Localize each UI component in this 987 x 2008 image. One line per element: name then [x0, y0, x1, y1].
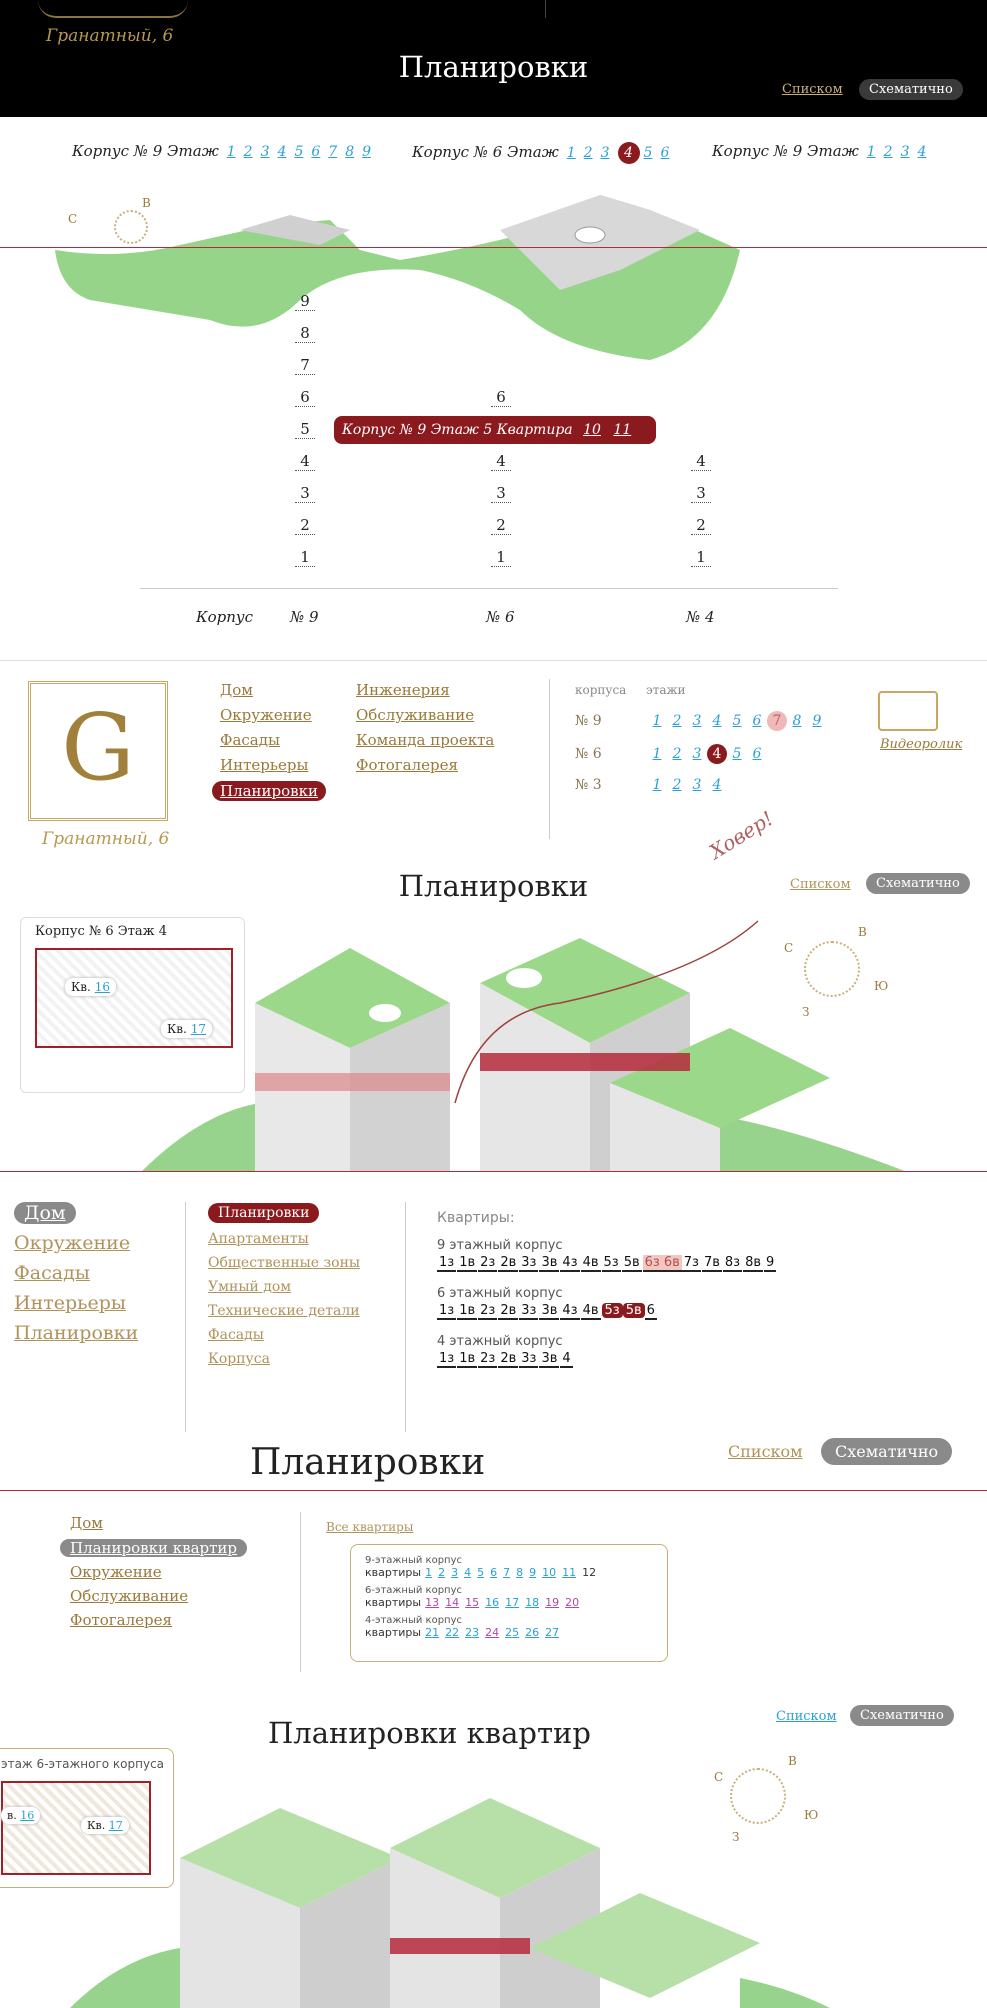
nav-sub-1[interactable]: Апартаменты [208, 1231, 309, 1247]
apartments-heading: Квартиры: [437, 1210, 515, 1226]
bottom-label: Корпус [196, 608, 254, 626]
apt-16-link[interactable]: 16 [94, 980, 110, 994]
apartment-link-2з[interactable]: 2з [480, 1255, 496, 1270]
building-group-6 [412, 142, 677, 164]
nav-item-r2[interactable]: Команда проекта [356, 731, 495, 749]
apartment-link-7в[interactable]: 7в [703, 1255, 720, 1270]
handwritten-annotation: Ховер! [705, 806, 778, 864]
apartment-link-6в[interactable]: 6в [663, 1255, 680, 1270]
compass-e: В [142, 196, 151, 210]
apartment-link-18[interactable]: 18 [525, 1596, 540, 1609]
floor-link-3[interactable]: 3 [692, 777, 702, 793]
floor-link-2[interactable]: 2 [243, 144, 253, 160]
apartment-link-5з[interactable]: 5з [603, 1255, 619, 1270]
compass-n: С [784, 941, 794, 955]
floor-link-1[interactable]: 1 [566, 145, 576, 161]
nav-mid [208, 1202, 360, 1375]
row-label: № 6 [575, 746, 602, 762]
floor-number-2[interactable]: 2 [691, 516, 711, 535]
nav-item-0[interactable]: Дом [70, 1514, 103, 1532]
floor-link-4[interactable]: 4 [712, 713, 722, 729]
page-title: Планировки [398, 50, 589, 84]
group-label: Корпус № 9 Этаж [72, 142, 219, 160]
nav-item-0[interactable]: Дом [14, 1202, 76, 1224]
group-items [437, 1255, 777, 1272]
all-apartments-link[interactable]: Все квартиры [326, 1520, 414, 1534]
floor-highlight [390, 1938, 530, 1954]
building-roof-illustration [0, 190, 987, 390]
floor-number-9[interactable]: 9 [295, 292, 315, 311]
floor-number-6[interactable]: 6 [295, 388, 315, 407]
minimap-title: Корпус № 6 Этаж 4 [35, 924, 168, 939]
floor-number-6[interactable]: 6 [491, 388, 511, 407]
floor-link-6[interactable]: 6 [660, 145, 670, 161]
floor-link-9[interactable]: 9 [812, 713, 822, 729]
view-list-link[interactable]: Списком [782, 82, 843, 97]
nav-item-1[interactable]: Окружение [220, 706, 312, 724]
group-label: Корпус № 9 Этаж [712, 142, 859, 160]
floor-link-5[interactable]: 5 [294, 144, 304, 160]
floor-link-8[interactable]: 8 [792, 713, 802, 729]
floor-number-5[interactable]: 5 [295, 420, 315, 439]
apartment-link-4в[interactable]: 4в [582, 1303, 599, 1318]
group-label: 9 этажный корпус [437, 1238, 563, 1253]
floor-link-1[interactable]: 1 [866, 144, 876, 160]
apt-17-link[interactable]: 17 [108, 1819, 123, 1832]
block-line [365, 1596, 602, 1609]
video-label[interactable]: Видеоролик [880, 737, 963, 752]
apartment-link-3в[interactable]: 3в [541, 1255, 558, 1270]
apartment-link-6з[interactable]: 6з [644, 1255, 660, 1270]
floor-link-3[interactable]: 3 [900, 144, 910, 160]
floor-number-8[interactable]: 8 [295, 324, 315, 343]
apartment-link-2з[interactable]: 2з [480, 1351, 496, 1366]
nav-right [356, 681, 494, 781]
page-title: Планировки [250, 1442, 486, 1483]
floor-link-5[interactable]: 5 [732, 713, 742, 729]
apartment-link-14[interactable]: 14 [445, 1596, 460, 1609]
page-title: Планировки квартир [268, 1716, 591, 1750]
floor-link-5[interactable]: 5 [643, 145, 653, 161]
floor-link-2[interactable]: 2 [672, 777, 682, 793]
floor-number-4[interactable]: 4 [691, 452, 711, 471]
floor-column-4 [691, 452, 713, 602]
floor-highlight-mid [480, 1053, 690, 1071]
nav-item-3[interactable]: Интерьеры [14, 1292, 127, 1314]
floor-link-2[interactable]: 2 [672, 713, 682, 729]
floor-link-6[interactable]: 6 [752, 746, 762, 762]
apartment-link-1в[interactable]: 1в [459, 1351, 476, 1366]
bottom-num-4[interactable]: № 4 [686, 608, 715, 626]
floor-row-2 [575, 777, 827, 810]
apartment-link-2з[interactable]: 2з [480, 1303, 496, 1318]
apartment-link-12[interactable]: 12 [582, 1566, 597, 1579]
floor-link-4[interactable]: 4 [917, 144, 927, 160]
apartment-link-16[interactable]: 16 [485, 1596, 500, 1609]
apartment-group-1 [437, 1286, 777, 1320]
block-line [365, 1626, 602, 1639]
header-divider [545, 0, 546, 18]
nav-left [70, 1514, 247, 1635]
floor-number-2[interactable]: 2 [491, 516, 511, 535]
apartment-link-22[interactable]: 22 [445, 1626, 460, 1639]
floor-link-2[interactable]: 2 [883, 144, 893, 160]
apartment-link-3в[interactable]: 3в [541, 1351, 558, 1366]
nav-sub-3[interactable]: Умный дом [208, 1279, 292, 1295]
nav-item-r0[interactable]: Инженерия [356, 681, 450, 699]
floor-link-8[interactable]: 8 [345, 144, 355, 160]
floor-number-1[interactable]: 1 [691, 548, 711, 567]
apartment-link-2[interactable]: 2 [438, 1566, 446, 1579]
floor-link-3[interactable]: 3 [692, 746, 702, 762]
video-button[interactable] [878, 691, 938, 731]
apartments-groups [437, 1238, 777, 1382]
apt-16-label: в. [7, 1809, 17, 1822]
apartment-link-9[interactable]: 9 [529, 1566, 537, 1579]
logo-ornament [38, 0, 188, 18]
nav-divider [300, 1512, 301, 1672]
nav-item-2[interactable]: Окружение [70, 1563, 162, 1581]
logo-block [28, 681, 168, 821]
apartment-link-27[interactable]: 27 [545, 1626, 560, 1639]
floor-link-4[interactable]: 4 [618, 142, 640, 164]
apartment-link-1з[interactable]: 1з [439, 1255, 455, 1270]
floor-link-1[interactable]: 1 [652, 713, 662, 729]
floor-highlight-left [255, 1073, 450, 1091]
apartment-link-1[interactable]: 1 [425, 1566, 433, 1579]
nav-divider [549, 679, 550, 839]
block-title: 9-этажный корпус [365, 1555, 462, 1566]
nav-item-4[interactable]: Фотогалерея [70, 1611, 172, 1629]
apartment-link-13[interactable]: 13 [425, 1596, 440, 1609]
block-label: квартиры [365, 1596, 422, 1609]
block-label: квартиры [365, 1626, 422, 1639]
apartment-link-2в[interactable]: 2в [500, 1255, 517, 1270]
floor-link-3[interactable]: 3 [600, 145, 610, 161]
row-label: № 3 [575, 777, 602, 793]
nav-sub-6[interactable]: Корпуса [208, 1351, 270, 1367]
floor-number-1[interactable]: 1 [295, 548, 315, 567]
roof-circle [575, 227, 605, 243]
floor-number-3[interactable]: 3 [491, 484, 511, 503]
apartment-link-8з[interactable]: 8з [724, 1255, 741, 1270]
floor-link-4[interactable]: 4 [277, 144, 287, 160]
floor-table [575, 711, 827, 810]
baseline [140, 588, 838, 589]
apartment-link-11[interactable]: 11 [562, 1566, 577, 1579]
compass-w: З [732, 1830, 740, 1844]
floor-link-6[interactable]: 6 [311, 144, 321, 160]
floor-number-4[interactable]: 4 [295, 452, 315, 471]
apartment-group-0 [437, 1238, 777, 1272]
head-floors: этажи [646, 683, 686, 697]
row-label: № 9 [575, 713, 602, 729]
compass-s: Ю [804, 1808, 819, 1822]
apartment-link-24[interactable]: 24 [485, 1626, 500, 1639]
nav-item-1[interactable]: Окружение [14, 1232, 131, 1254]
apt-17-link[interactable]: 17 [190, 1022, 206, 1036]
apartment-link-9[interactable]: 9 [766, 1255, 775, 1270]
nav-left [220, 681, 326, 808]
block-title: 4-этажный корпус [365, 1615, 462, 1626]
apartment-link-25[interactable]: 25 [505, 1626, 520, 1639]
group-label: Корпус № 6 Этаж [412, 143, 559, 161]
nav-item-4[interactable]: Планировки [14, 1322, 139, 1344]
apartment-link-6[interactable]: 6 [490, 1566, 498, 1579]
floor-column-9 [295, 292, 317, 572]
nav-item-r3[interactable]: Фотогалерея [356, 756, 458, 774]
view-schematic-pill[interactable]: Схематично [821, 1438, 952, 1465]
apartment-link-21[interactable]: 21 [425, 1626, 440, 1639]
apartment-link-1в[interactable]: 1в [459, 1255, 476, 1270]
floor-link-2[interactable]: 2 [672, 746, 682, 762]
block-title: 6-этажный корпус [365, 1585, 462, 1596]
apartment-link-6[interactable]: 6 [646, 1303, 655, 1318]
apartment-link-10[interactable]: 10 [542, 1566, 557, 1579]
view-schematic-pill[interactable]: Схематично [866, 873, 970, 894]
view-list-link[interactable]: Списком [790, 877, 851, 892]
apartment-link-4з[interactable]: 4з [562, 1303, 578, 1318]
nav-item-2[interactable]: Фасады [220, 731, 280, 749]
nav-item-3[interactable]: Интерьеры [220, 756, 309, 774]
section-variant-4 [0, 1492, 987, 2008]
compass-n: С [68, 212, 78, 226]
apt-16-label: Кв. [71, 980, 91, 994]
apartment-link-8[interactable]: 8 [516, 1566, 524, 1579]
floor-link-6[interactable]: 6 [752, 713, 762, 729]
floor-link-1[interactable]: 1 [652, 777, 662, 793]
apartment-link-1з[interactable]: 1з [439, 1351, 455, 1366]
apartment-link-26[interactable]: 26 [525, 1626, 540, 1639]
floor-link-3[interactable]: 3 [692, 713, 702, 729]
floor-link-7[interactable]: 7 [328, 144, 338, 160]
floor-link-5[interactable]: 5 [732, 746, 742, 762]
building-isometric [0, 913, 987, 1172]
floor-number-2[interactable]: 2 [295, 516, 315, 535]
apartment-link-15[interactable]: 15 [465, 1596, 480, 1609]
floor-link-9[interactable]: 9 [362, 144, 372, 160]
compass-e: В [858, 925, 867, 939]
apartment-link-4[interactable]: 4 [562, 1351, 571, 1366]
view-schematic-pill[interactable]: Схематично [859, 79, 963, 100]
floor-row-1 [575, 744, 827, 777]
nav-divider-b [405, 1202, 406, 1432]
page-title: Планировки [398, 869, 589, 903]
floor-link-1[interactable]: 1 [652, 746, 662, 762]
view-list-link[interactable]: Списком [776, 1709, 837, 1724]
compass-w: З [802, 1005, 810, 1019]
group-items [437, 1303, 777, 1320]
tooltip-apt-10[interactable]: 10 [583, 422, 601, 438]
apartment-link-5в[interactable]: 5в [623, 1303, 645, 1318]
block-label: квартиры [365, 1566, 422, 1579]
bottom-num-6[interactable]: № 6 [486, 608, 515, 626]
section-variant-3 [0, 1172, 987, 1492]
apartment-link-5[interactable]: 5 [477, 1566, 485, 1579]
apt-17-label: Кв. [87, 1819, 106, 1832]
apartment-link-19[interactable]: 19 [545, 1596, 560, 1609]
apartment-link-4з[interactable]: 4з [562, 1255, 578, 1270]
nav-divider-a [185, 1202, 186, 1432]
apartment-link-2в[interactable]: 2в [500, 1303, 517, 1318]
apartment-link-3[interactable]: 3 [451, 1566, 459, 1579]
apartment-link-1з[interactable]: 1з [439, 1303, 455, 1318]
apartment-link-5з[interactable]: 5з [602, 1303, 623, 1318]
floor-link-1[interactable]: 1 [226, 144, 236, 160]
apartment-link-23[interactable]: 23 [465, 1626, 480, 1639]
header-bar [0, 0, 987, 117]
floor-link-3[interactable]: 3 [260, 144, 270, 160]
apartment-link-8в[interactable]: 8в [745, 1255, 761, 1270]
separator-line-1 [0, 247, 987, 248]
group-label: 4 этажный корпус [437, 1334, 563, 1349]
apartments-box [350, 1544, 668, 1662]
logo-text: Гранатный, 6 [46, 26, 174, 46]
apartment-link-4[interactable]: 4 [464, 1566, 472, 1579]
apartment-block-1 [365, 1585, 602, 1609]
floor-number-7[interactable]: 7 [295, 356, 315, 375]
block-line [365, 1566, 602, 1579]
nav-item-2[interactable]: Фасады [14, 1262, 90, 1284]
apartment-link-3з[interactable]: 3з [521, 1303, 537, 1318]
floor-link-4[interactable]: 4 [712, 777, 722, 793]
building-group-9b [712, 142, 934, 160]
apartment-link-7з[interactable]: 7з [683, 1255, 699, 1270]
floor-number-4[interactable]: 4 [491, 452, 511, 471]
nav-item-0[interactable]: Дом [220, 681, 253, 699]
building-isometric [0, 1788, 987, 2008]
minimap-title: этаж 6-этажного корпуса [1, 1757, 165, 1771]
separator-line-3 [0, 1490, 987, 1491]
head-buildings: корпуса [575, 683, 627, 697]
floor-link-4[interactable]: 4 [707, 744, 727, 764]
floor-selector-row [0, 142, 987, 166]
nav-item-4[interactable]: Планировки [212, 781, 326, 801]
nav-sub-5[interactable]: Фасады [208, 1327, 264, 1343]
nav-left [14, 1202, 138, 1352]
nav-item-1[interactable]: Планировки квартир [60, 1539, 247, 1557]
nav-item-r1[interactable]: Обслуживание [356, 706, 475, 724]
section-variant-1 [0, 0, 987, 660]
floor-link-2[interactable]: 2 [583, 145, 593, 161]
view-list-link[interactable]: Списком [728, 1442, 803, 1461]
apartment-link-1в[interactable]: 1в [459, 1303, 476, 1318]
apartment-link-4в[interactable]: 4в [582, 1255, 599, 1270]
nav-sub-0[interactable]: Планировки [208, 1203, 319, 1223]
apartment-link-20[interactable]: 20 [565, 1596, 580, 1609]
nav-item-3[interactable]: Обслуживание [70, 1587, 189, 1605]
apartment-block-2 [365, 1615, 602, 1639]
apartment-link-17[interactable]: 17 [505, 1596, 520, 1609]
floor-number-3[interactable]: 3 [295, 484, 315, 503]
compass-s: Ю [874, 979, 889, 993]
apartment-link-2в[interactable]: 2в [500, 1351, 517, 1366]
view-schematic-pill[interactable]: Схематично [850, 1705, 954, 1726]
tooltip-text: Корпус № 9 Этаж 5 Квартира [342, 422, 573, 438]
bottom-num-9[interactable]: № 9 [290, 608, 319, 626]
building-group-9 [72, 142, 379, 160]
floor-tooltip [334, 416, 656, 444]
apartment-link-5в[interactable]: 5в [623, 1255, 640, 1270]
apartment-group-2 [437, 1334, 777, 1368]
floor-link-7[interactable]: 7 [767, 711, 787, 731]
floor-row-0 [575, 711, 827, 744]
tooltip-apt-11[interactable]: 11 [613, 422, 632, 438]
apartment-link-3в[interactable]: 3в [541, 1303, 558, 1318]
apartment-link-7[interactable]: 7 [503, 1566, 511, 1579]
compass-n: С [714, 1770, 724, 1784]
group-label: 6 этажный корпус [437, 1286, 563, 1301]
floor-number-3[interactable]: 3 [691, 484, 711, 503]
apartment-link-3з[interactable]: 3з [521, 1351, 537, 1366]
logo-letter: G [61, 694, 135, 801]
apt-16-link[interactable]: 16 [20, 1809, 35, 1822]
apt-17-label: Кв. [167, 1022, 187, 1036]
floor-number-1[interactable]: 1 [491, 548, 511, 567]
nav-sub-4[interactable]: Технические детали [208, 1303, 360, 1319]
logo-caption: Гранатный, 6 [42, 829, 170, 849]
apartment-block-0 [365, 1555, 602, 1579]
compass-e: В [788, 1754, 797, 1768]
group-items [437, 1351, 777, 1368]
nav-sub-2[interactable]: Общественные зоны [208, 1255, 361, 1271]
apartment-link-3з[interactable]: 3з [521, 1255, 537, 1270]
section-variant-2 [0, 660, 987, 1172]
